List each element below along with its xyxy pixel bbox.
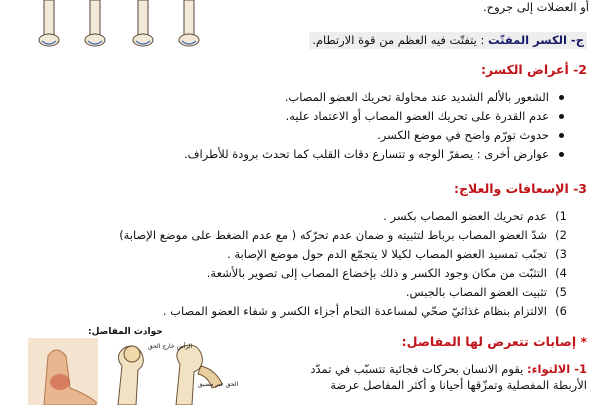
item-text: الالتزام بنظام غذائيّ صحّي لمساعدة التحام أجزاء الكسر و شفاء العضو المصاب .: [162, 304, 547, 318]
symptom-item: عوارض أخرى : يصفرّ الوجه و تتسارع دقات القلب كما تحدث برودة للأطراف.: [27, 145, 567, 164]
bone-3: [133, 0, 153, 46]
bones-illustration: [30, 0, 220, 48]
symptom-item: الشعور بالألم الشديد عند محاولة تحريك العضو المصاب.: [27, 88, 567, 107]
item-number: 5): [555, 285, 567, 299]
foot-image: [28, 338, 98, 405]
item-text: عدم تحريك العضو المصاب بكسر .: [383, 209, 547, 223]
joints-heading: * إصابات تتعرض لها المفاصل:: [401, 334, 587, 349]
figure-label-b: الحق عبر مضيق: [198, 381, 239, 388]
symptoms-list: [27, 88, 567, 164]
sprain-line-1: [310, 362, 587, 377]
item-text: التثبّت من مكان وجود الكسر و ذلك بإخضاع المصاب إلى تصوير بالأشعة.: [206, 266, 547, 280]
item-number: 1): [555, 209, 567, 223]
first-aid-item: [7, 245, 567, 264]
symptom-item: عدم القدرة على تحريك العضو المصاب أو الاعتماد عليه.: [27, 107, 567, 126]
item-text: شدّ العضو المصاب برباط لتثبيته و ضمان عدم تحرّكه ( مع عدم الضغط على موضع الإصابة): [119, 228, 547, 242]
sprain-label: 1- الالتواء:: [527, 362, 587, 376]
item-text: تثبيت العضو المصاب بالجبس.: [405, 285, 547, 299]
first-aid-heading: 3- الإسعافات والعلاج:: [454, 181, 587, 196]
figure-caption: حوادث المفاصل:: [88, 327, 163, 337]
item-text: تجنّب تمسيد العضو المصاب لكيلا لا يتجمّع الدم حول موضع الإصابة .: [227, 247, 547, 261]
first-aid-item: [7, 283, 567, 302]
first-aid-item: [7, 207, 567, 226]
comminuted-line: [309, 32, 587, 49]
sprain-text-1: يقوم الانسان بحركات فجائية تتسبّب في تمدّد: [310, 362, 524, 376]
first-aid-item: [7, 264, 567, 283]
first-aid-item: [7, 302, 567, 321]
comminuted-label: ج- الكسر المفتّت: [488, 33, 584, 47]
first-aid-item: [7, 226, 567, 245]
joint-diagram-2: [176, 345, 222, 405]
figure-label-a: الرأس خارج الحق: [148, 343, 193, 350]
item-number: 6): [555, 304, 567, 318]
symptoms-heading: 2- أعراض الكسر:: [480, 62, 587, 77]
muscles-line: أو العضلات إلى جروح.: [483, 0, 589, 14]
joint-diagram-1: [118, 346, 143, 405]
comminuted-text: : يتفتّت فيه العظم من قوة الارتطام.: [312, 33, 485, 47]
sprain-line-2: الأربطة المفصلية وتمزّقها أحيانا و أكثر المفاصل عرضة: [330, 378, 587, 392]
item-number: 4): [555, 266, 567, 280]
bone-1: [39, 0, 59, 46]
first-aid-list: [7, 207, 567, 321]
bone-4: [179, 0, 199, 46]
item-number: 3): [555, 247, 567, 261]
item-number: 2): [555, 228, 567, 242]
joint-injury-figure: [26, 336, 239, 405]
bone-2: [85, 0, 105, 46]
symptom-item: حدوث تورّم واضح في موضع الكسر.: [27, 126, 567, 145]
